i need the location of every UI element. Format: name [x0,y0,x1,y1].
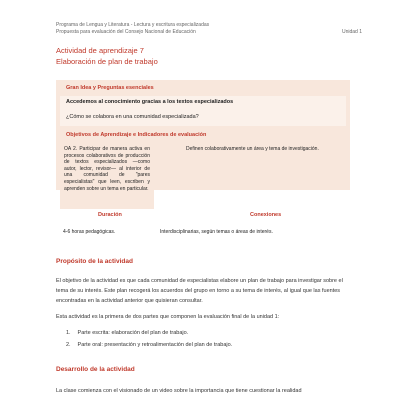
development-title: Desarrollo de la actividad [56,366,135,373]
list-item-number: 1. [66,330,71,336]
evaluation-parts-list [66,327,232,351]
purpose-paragraph-1: El objetivo de la actividad es que cada comunidad de especialistas elabore un plan de trabajo para investigar sobre el tema de su interés. Este plan recogerá los acuerdos del grupo en torno a su tema de interés, al igual que las fuentes encontradas en la actividad anterior que quisieran consultar. [56,278,343,304]
big-idea-statement: Accedemos al conocimiento gracias a los textos especializados [66,99,234,105]
list-item-text: Parte escrita: elaboración del plan de trabajo. [77,330,189,336]
objectives-heading: Objetivos de Aprendizaje e Indicadores de evaluación [66,132,207,138]
purpose-title: Propósito de la actividad [56,258,133,265]
big-idea-heading: Gran Idea y Preguntas esenciales [66,85,154,91]
activity-title [56,45,158,67]
learning-objective: OA 2. Participar de manera activa en procesos colaborativos de producción de textos especializados —como autor, lector, revisor— al interior de una comunidad de "pares especialistas" que leen, escriben y aprenden sobre un tema en particular. [60,146,154,209]
development-paragraph: La clase comienza con el visionado de un video sobre la importancia que tiene cuestionar la realidad [56,388,302,394]
essential-question: ¿Cómo se colabora en una comunidad especializada? [66,114,199,120]
connections-value: Interdisciplinarias, según temas o áreas de interés. [160,229,273,235]
header-program: Programa de Lengua y Literatura - Lectura y escritura especializadas [56,22,210,28]
list-item [66,327,232,339]
list-item-text: Parte oral: presentación y retroalimentación del plan de trabajo. [77,342,233,348]
big-idea-content [60,96,346,126]
list-item-number: 2. [66,342,71,348]
header-unit: Unidad 1 [341,29,362,35]
header-proposal: Propuesta para evaluación del Consejo Nacional de Educación [56,29,196,35]
connections-heading: Conexiones [250,212,282,218]
list-item [66,339,232,351]
activity-number: Actividad de aprendizaje 7 [56,46,144,55]
big-idea-box [56,80,350,130]
document-header [56,22,356,36]
purpose-paragraph-2: Esta actividad es la primera de dos partes que componen la evaluación final de la unidad 1: [56,314,280,320]
duration-value: 4-6 horas pedagógicas. [63,229,116,235]
evaluation-indicator: Definen colaborativamente un área y tema de investigación. [186,146,319,152]
duration-heading: Duración [98,212,122,218]
activity-name: Elaboración de plan de trabajo [56,57,158,66]
